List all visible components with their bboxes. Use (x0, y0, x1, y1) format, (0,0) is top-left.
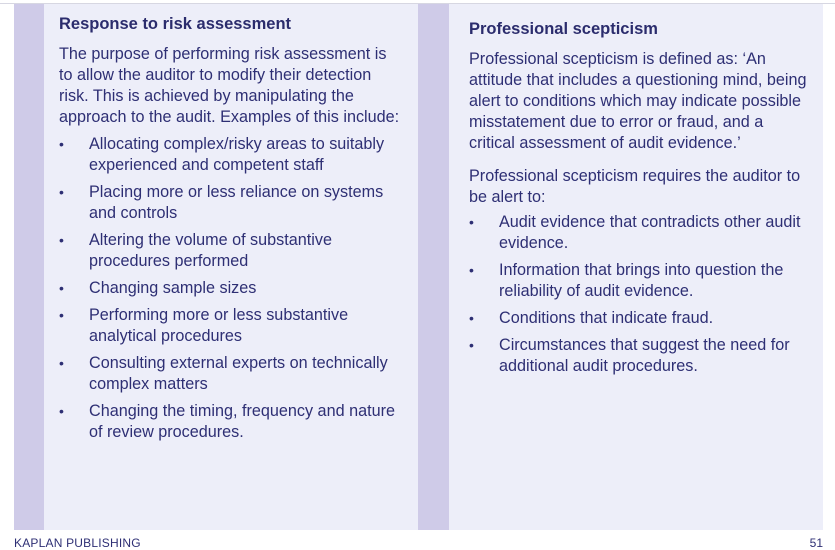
list-item: • Changing sample sizes (59, 279, 257, 297)
list-item: • Consulting external experts on technically complex matters (59, 354, 388, 393)
page-number: 51 (809, 536, 823, 550)
scepticism-requirement: Professional scepticism requires the auditor to be alert to: (469, 167, 801, 206)
list-item: • Conditions that indicate fraud. (469, 309, 714, 327)
bullet-dot: • (469, 262, 474, 278)
publisher-footer: KAPLAN PUBLISHING (14, 536, 141, 550)
list-item: • Altering the volume of substantive procedures performed (59, 231, 332, 270)
list-item: • Audit evidence that contradicts other audit evidence. (469, 213, 801, 252)
list-item: • Changing the timing, frequency and nature of review procedures. (59, 402, 395, 441)
bullet-dot: • (469, 214, 474, 230)
risk-response-heading: Response to risk assessment (59, 15, 292, 33)
bullet-dot: • (59, 307, 64, 323)
scepticism-panel (449, 4, 823, 530)
bullet-dot: • (59, 403, 64, 419)
risk-response-intro: The purpose of performing risk assessment is to allow the auditor to modify their detection risk. This is achieved by manipulating the approach to the audit. Examples of this include: (59, 45, 400, 126)
risk-response-panel (44, 4, 418, 530)
risk-response-list (59, 134, 404, 443)
bullet-dot: • (469, 310, 474, 326)
left-margin-strip (14, 4, 44, 530)
list-item: • Circumstances that suggest the need for additional audit procedures. (469, 336, 790, 375)
bullet-dot: • (59, 355, 64, 371)
center-divider-strip (418, 4, 449, 530)
list-item: • Information that brings into question the reliability of audit evidence. (469, 261, 784, 300)
bullet-dot: • (59, 232, 64, 248)
scepticism-heading: Professional scepticism (469, 20, 658, 38)
bullet-dot: • (59, 136, 64, 152)
scepticism-definition: Professional scepticism is defined as: ‘An attitude that includes a questioning mind, being alert to conditions which may indicate possible misstatement due to error or fraud, and a critical assessment of audit evidence.’ (469, 50, 807, 152)
list-item: • Placing more or less reliance on systems and controls (59, 183, 384, 222)
bullet-dot: • (59, 184, 64, 200)
scepticism-list (469, 212, 809, 377)
list-item: • Allocating complex/risky areas to suitably experienced and competent staff (59, 135, 385, 174)
list-item: • Performing more or less substantive analytical procedures (59, 306, 349, 345)
bullet-dot: • (59, 280, 64, 296)
bullet-dot: • (469, 337, 474, 353)
